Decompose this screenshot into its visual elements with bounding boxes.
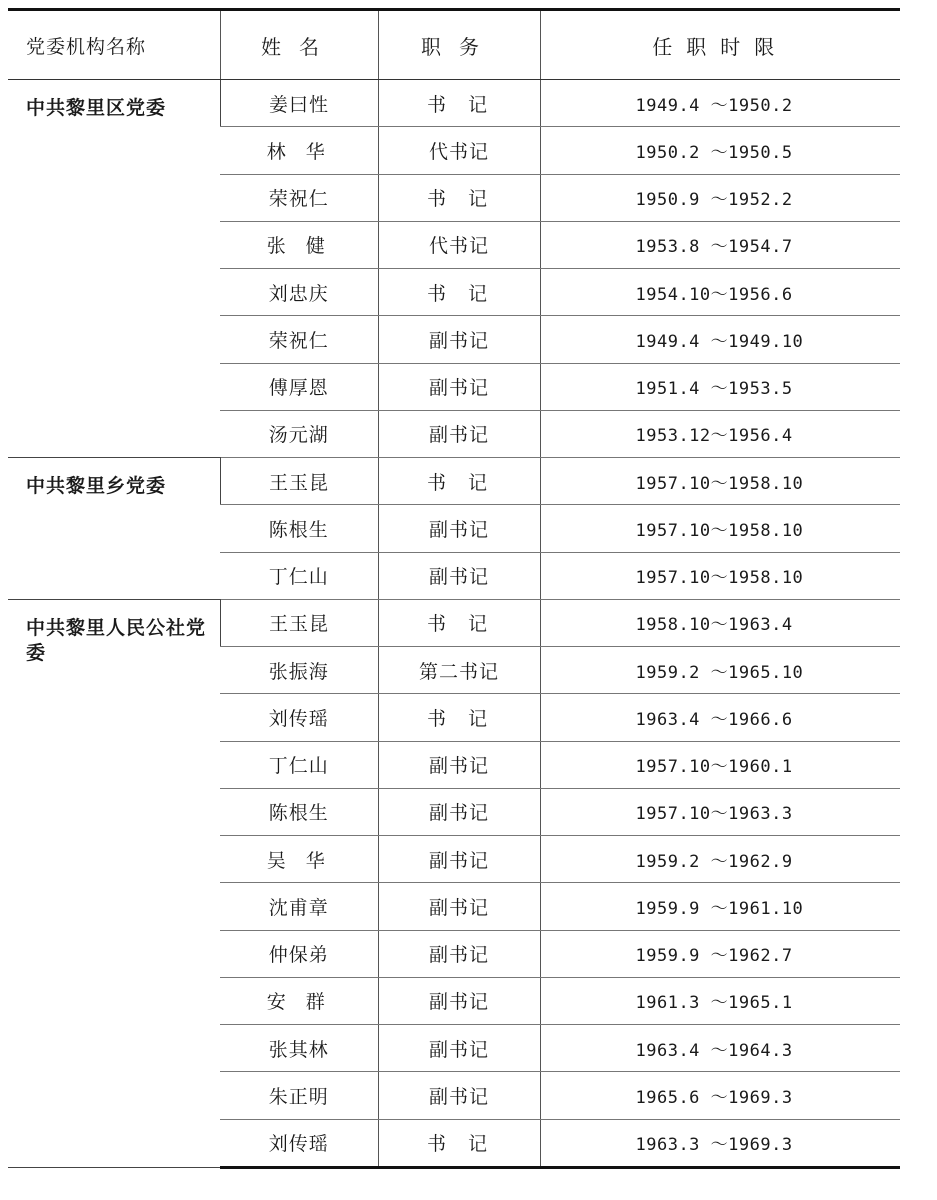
post-cell: 书记 — [378, 80, 540, 127]
post-cell: 副书记 — [378, 741, 540, 788]
person-name-cell: 张振海 — [220, 647, 378, 694]
person-name-cell: 丁仁山 — [220, 552, 378, 599]
post-cell: 第二书记 — [378, 647, 540, 694]
person-name-cell: 刘传瑶 — [220, 1119, 378, 1167]
post-cell: 副书记 — [378, 788, 540, 835]
person-name-cell: 陈根生 — [220, 788, 378, 835]
table-row — [8, 458, 900, 505]
term-cell: 1957.10～1963.3 — [540, 788, 900, 835]
post-cell: 书记 — [378, 1119, 540, 1167]
person-name-cell: 安群 — [220, 977, 378, 1024]
person-name-cell: 荣祝仁 — [220, 174, 378, 221]
term-cell: 1965.6 ～1969.3 — [540, 1072, 900, 1119]
term-cell: 1958.10～1963.4 — [540, 599, 900, 646]
term-cell: 1959.2 ～1965.10 — [540, 647, 900, 694]
term-cell: 1950.2 ～1950.5 — [540, 127, 900, 174]
table-header-row — [8, 10, 900, 80]
post-cell: 书记 — [378, 599, 540, 646]
table-body — [8, 80, 900, 1168]
person-name-cell: 王玉昆 — [220, 458, 378, 505]
person-name-cell: 吴华 — [220, 836, 378, 883]
post-cell: 副书记 — [378, 363, 540, 410]
person-name-cell: 姜曰性 — [220, 80, 378, 127]
term-cell: 1954.10～1956.6 — [540, 269, 900, 316]
term-cell: 1957.10～1958.10 — [540, 458, 900, 505]
term-cell: 1949.4 ～1950.2 — [540, 80, 900, 127]
org-name-cell: 中共黎里区党委 — [8, 80, 220, 458]
term-cell: 1963.4 ～1964.3 — [540, 1025, 900, 1072]
term-cell: 1961.3 ～1965.1 — [540, 977, 900, 1024]
post-cell: 副书记 — [378, 1072, 540, 1119]
org-name-cell: 中共黎里乡党委 — [8, 458, 220, 600]
party-committee-table — [8, 8, 900, 1169]
header-name: 姓名 — [220, 10, 378, 80]
post-cell: 书记 — [378, 694, 540, 741]
term-cell: 1959.9 ～1961.10 — [540, 883, 900, 930]
term-cell: 1959.2 ～1962.9 — [540, 836, 900, 883]
post-cell: 副书记 — [378, 977, 540, 1024]
header-post: 职务 — [378, 10, 540, 80]
term-cell: 1951.4 ～1953.5 — [540, 363, 900, 410]
person-name-cell: 刘传瑶 — [220, 694, 378, 741]
post-cell: 副书记 — [378, 930, 540, 977]
post-cell: 副书记 — [378, 505, 540, 552]
org-name-cell: 中共黎里人民公社党委 — [8, 599, 220, 1167]
post-cell: 代书记 — [378, 127, 540, 174]
post-cell: 副书记 — [378, 1025, 540, 1072]
table-row — [8, 599, 900, 646]
term-cell: 1950.9 ～1952.2 — [540, 174, 900, 221]
header-org: 党委机构名称 — [8, 10, 220, 80]
person-name-cell: 林华 — [220, 127, 378, 174]
person-name-cell: 陈根生 — [220, 505, 378, 552]
term-cell: 1957.10～1958.10 — [540, 552, 900, 599]
post-cell: 副书记 — [378, 836, 540, 883]
table-row — [8, 80, 900, 127]
term-cell: 1949.4 ～1949.10 — [540, 316, 900, 363]
term-cell: 1957.10～1960.1 — [540, 741, 900, 788]
person-name-cell: 张其林 — [220, 1025, 378, 1072]
person-name-cell: 荣祝仁 — [220, 316, 378, 363]
post-cell: 书记 — [378, 458, 540, 505]
term-cell: 1963.3 ～1969.3 — [540, 1119, 900, 1167]
post-cell: 书记 — [378, 269, 540, 316]
person-name-cell: 汤元湖 — [220, 410, 378, 457]
person-name-cell: 王玉昆 — [220, 599, 378, 646]
person-name-cell: 刘忠庆 — [220, 269, 378, 316]
person-name-cell: 傅厚恩 — [220, 363, 378, 410]
person-name-cell: 仲保弟 — [220, 930, 378, 977]
term-cell: 1953.8 ～1954.7 — [540, 221, 900, 268]
term-cell: 1959.9 ～1962.7 — [540, 930, 900, 977]
person-name-cell: 张健 — [220, 221, 378, 268]
post-cell: 代书记 — [378, 221, 540, 268]
person-name-cell: 朱正明 — [220, 1072, 378, 1119]
post-cell: 副书记 — [378, 552, 540, 599]
person-name-cell: 丁仁山 — [220, 741, 378, 788]
term-cell: 1963.4 ～1966.6 — [540, 694, 900, 741]
person-name-cell: 沈甫章 — [220, 883, 378, 930]
term-cell: 1953.12～1956.4 — [540, 410, 900, 457]
post-cell: 副书记 — [378, 316, 540, 363]
term-cell: 1957.10～1958.10 — [540, 505, 900, 552]
post-cell: 书记 — [378, 174, 540, 221]
post-cell: 副书记 — [378, 410, 540, 457]
header-term: 任职时限 — [540, 10, 900, 80]
post-cell: 副书记 — [378, 883, 540, 930]
